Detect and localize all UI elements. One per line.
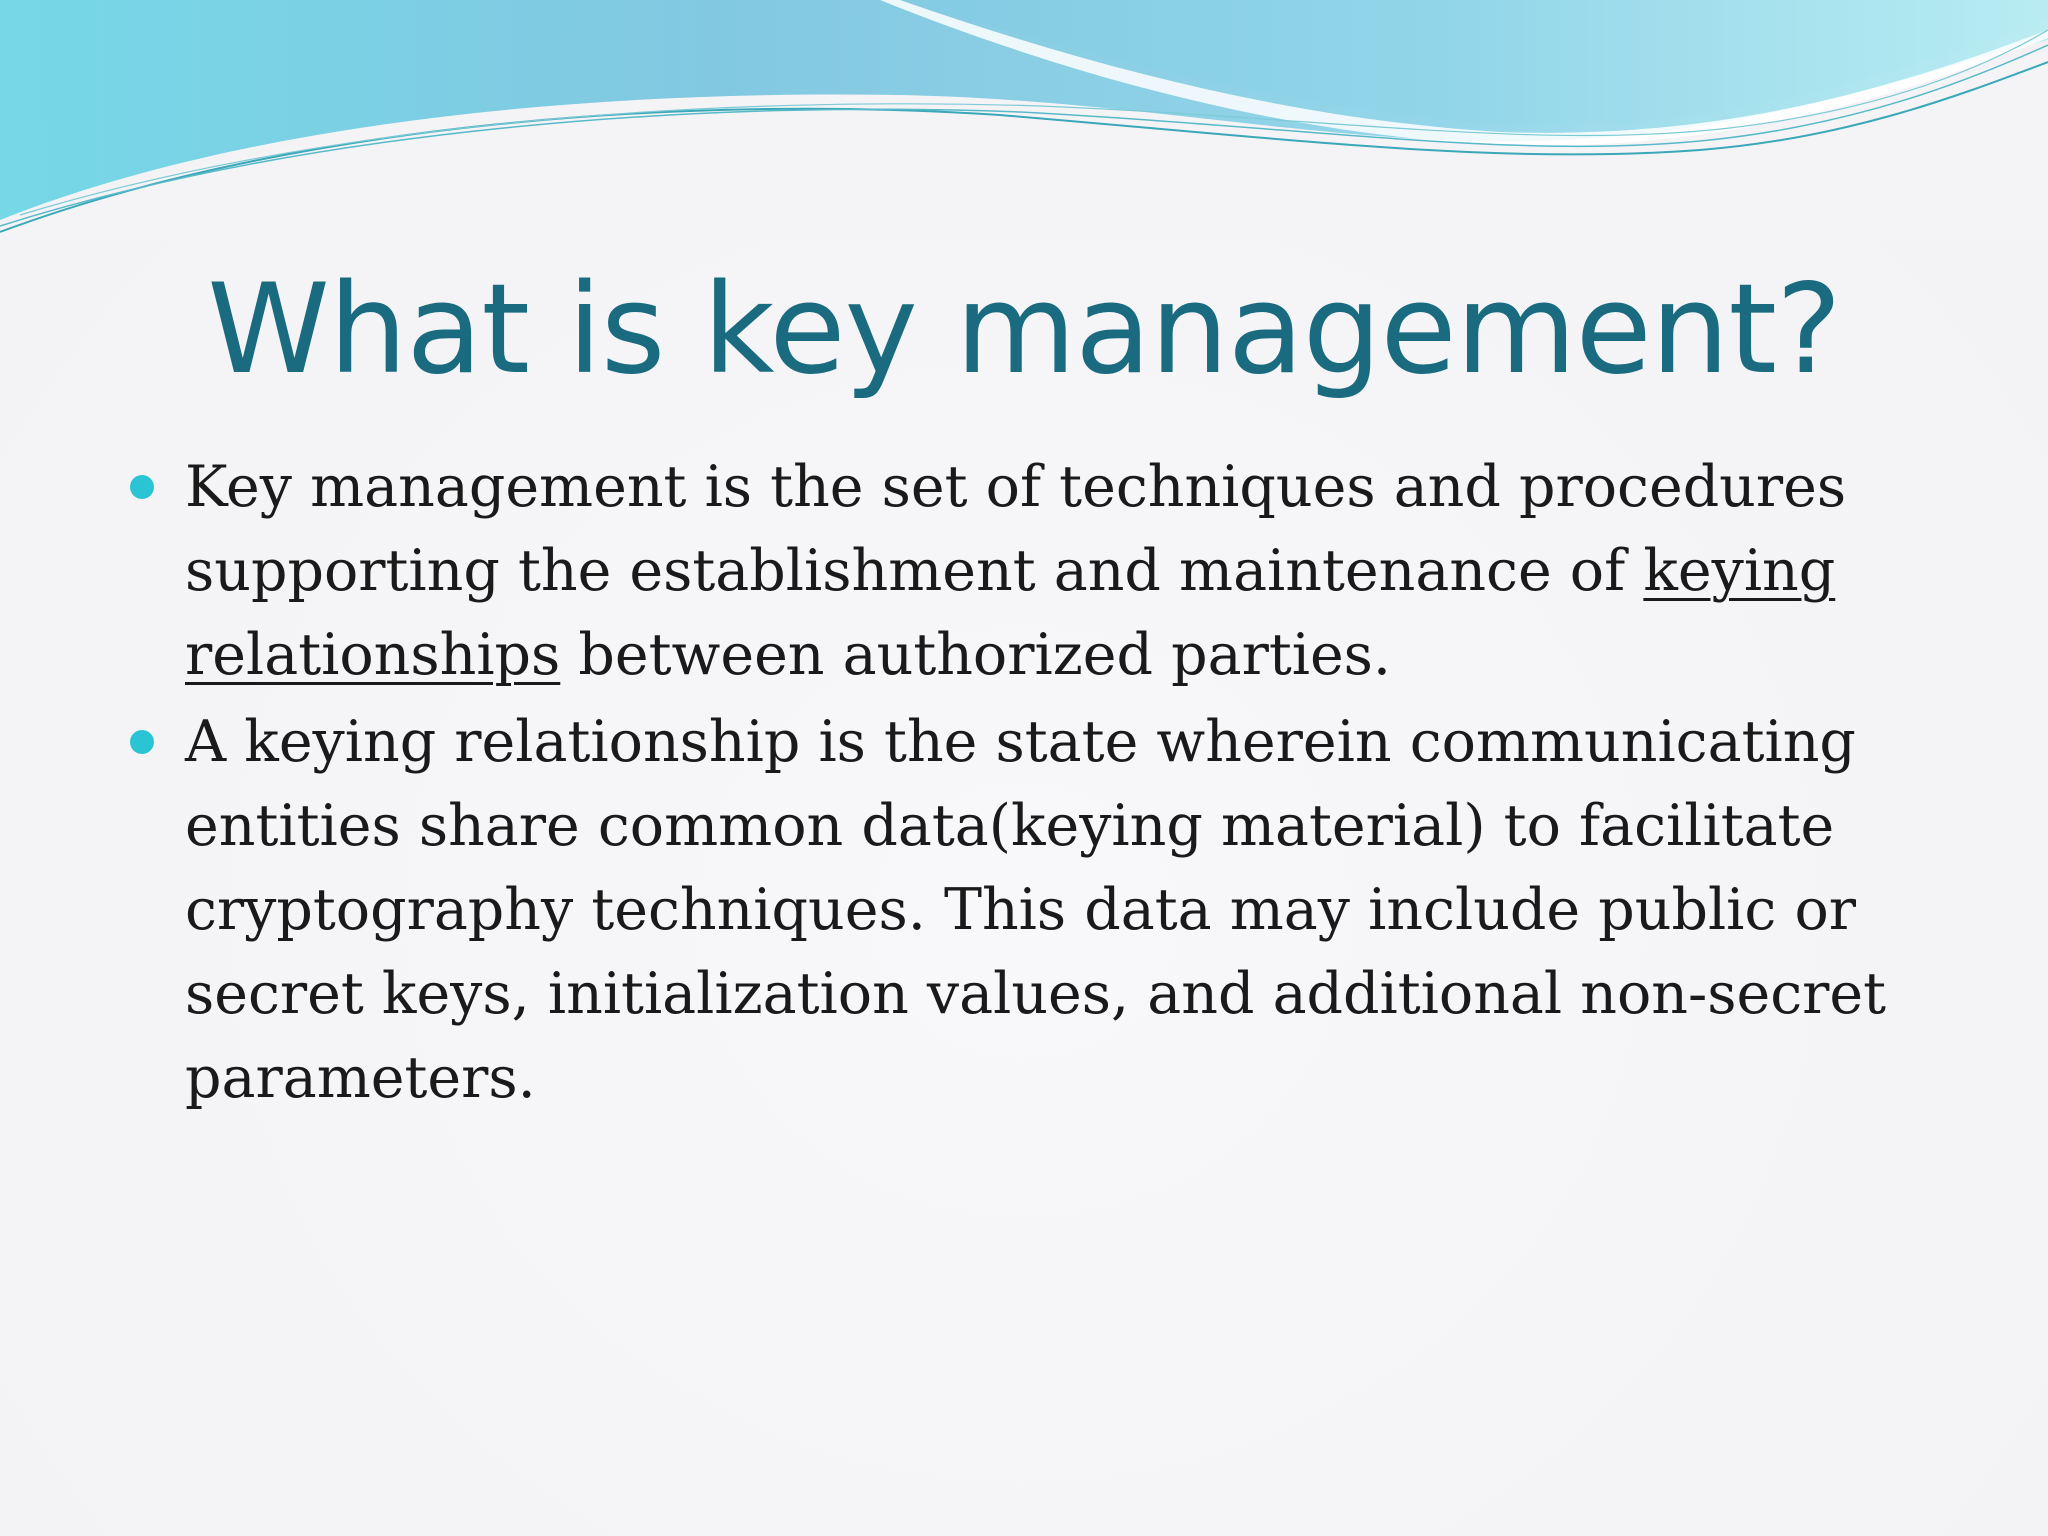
bullet-item-key-management	[128, 445, 1928, 697]
text-segment: supporting the establishment and maintenance of	[185, 538, 1644, 604]
header-wave-decoration	[0, 0, 2048, 240]
keying-relationships-link[interactable]: keying	[1643, 538, 1836, 604]
bullet-text	[185, 445, 1928, 697]
text-line: secret keys, initialization values, and additional non-secret	[185, 961, 1887, 1027]
text-line: Key management is the set of techniques and procedures	[185, 454, 1847, 520]
text-segment: between authorized parties.	[560, 622, 1392, 688]
bullet-item-keying-relationship	[128, 700, 1928, 1120]
text-line: entities share common data(keying material) to facilitate	[185, 793, 1835, 859]
text-line: cryptography techniques. This data may include public or	[185, 877, 1857, 943]
text-line: parameters.	[185, 1045, 536, 1111]
bullet-dot-icon	[130, 730, 154, 754]
bullet-dot-icon	[130, 475, 154, 499]
text-line: A keying relationship is the state wherein communicating	[185, 709, 1856, 775]
keying-relationships-link[interactable]: relationships	[185, 622, 561, 688]
bullet-text	[185, 700, 1928, 1120]
slide-title: What is key management?	[207, 258, 1841, 402]
bullet-list	[128, 445, 1928, 1123]
text-line	[185, 613, 1928, 697]
text-line	[185, 529, 1928, 613]
